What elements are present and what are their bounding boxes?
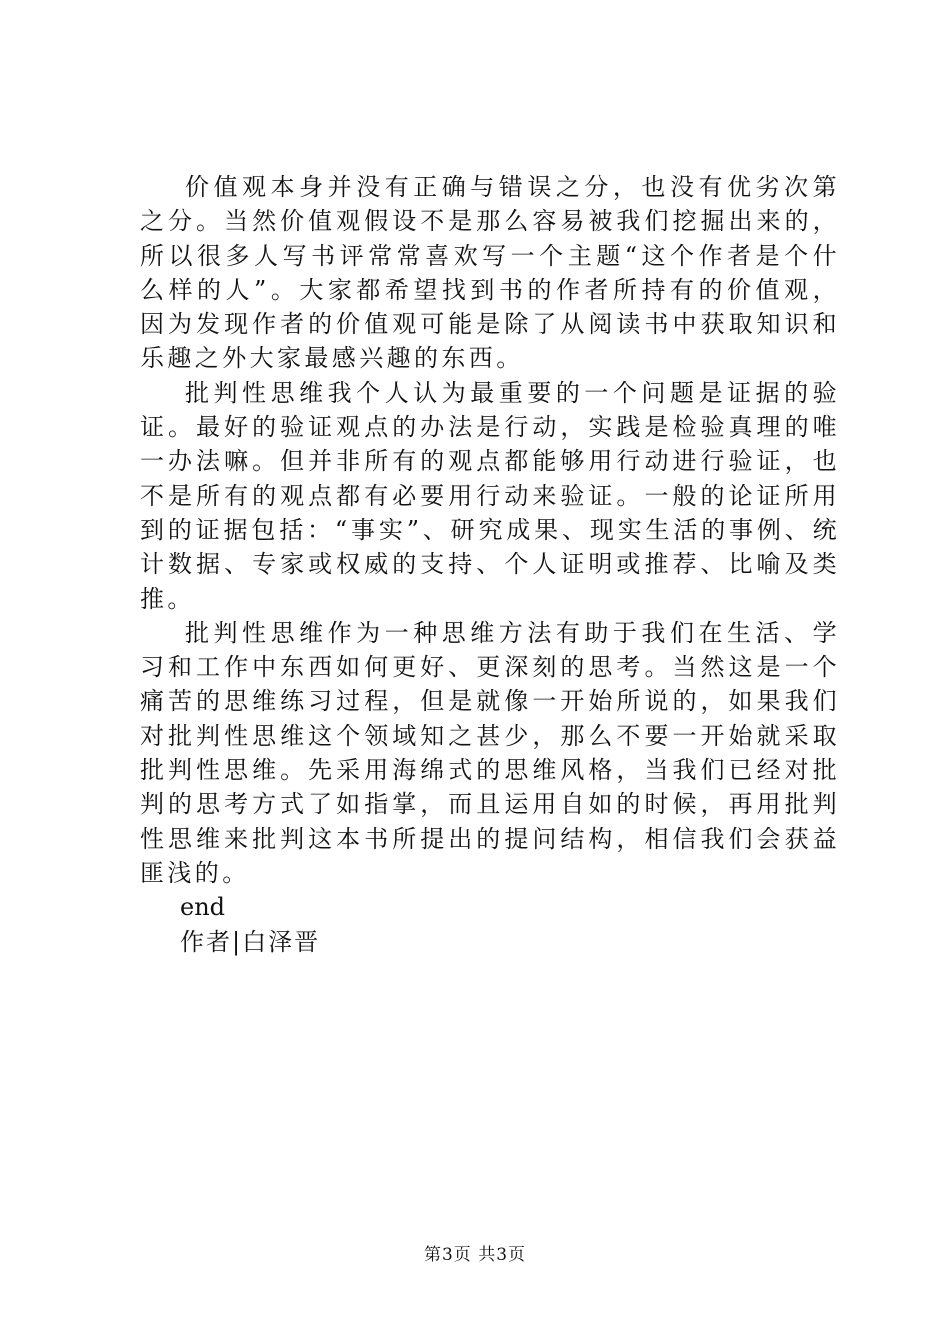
document-body [140,170,840,959]
author-line: 作者|白泽晋 [180,927,321,956]
paragraph-critical-thinking: 批判性思维作为一种思维方法有助于我们在生活、学习和工作中东西如何更好、更深刻的思考。当然这是一个痛苦的思维练习过程，但是就像一开始所说的，如果我们对批判性思维这个领域知之甚少，那么不要一开始就采取批判性思维。先采用海绵式的思维风格，当我们已经对批判的思考方式了如指掌，而且运用自如的时候，再用批判性思维来批判这本书所提出的提问结构，相信我们会获益匪浅的。 [140,618,840,887]
end-marker: end [180,893,226,922]
page-footer: 第3页 共3页 [423,1245,527,1265]
paragraph-values: 价值观本身并没有正确与错误之分，也没有优劣次第之分。当然价值观假设不是那么容易被我们挖掘出来的，所以很多人写书评常常喜欢写一个主题“这个作者是个什么样的人”。大家都希望找到书的作者所持有的价值观，因为发现作者的价值观可能是除了从阅读书中获取知识和乐趣之外大家最感兴趣的东西。 [140,173,840,373]
paragraph-evidence: 批判性思维我个人认为最重要的一个问题是证据的验证。最好的验证观点的办法是行动，实践是检验真理的唯一办法嘛。但并非所有的观点都能够用行动进行验证，也不是所有的观点都有必要用行动来验证。一般的论证所用到的证据包括：“事实”、研究成果、现实生活的事例、统计数据、专家或权威的支持、个人证明或推荐、比喻及类推。 [140,378,840,613]
